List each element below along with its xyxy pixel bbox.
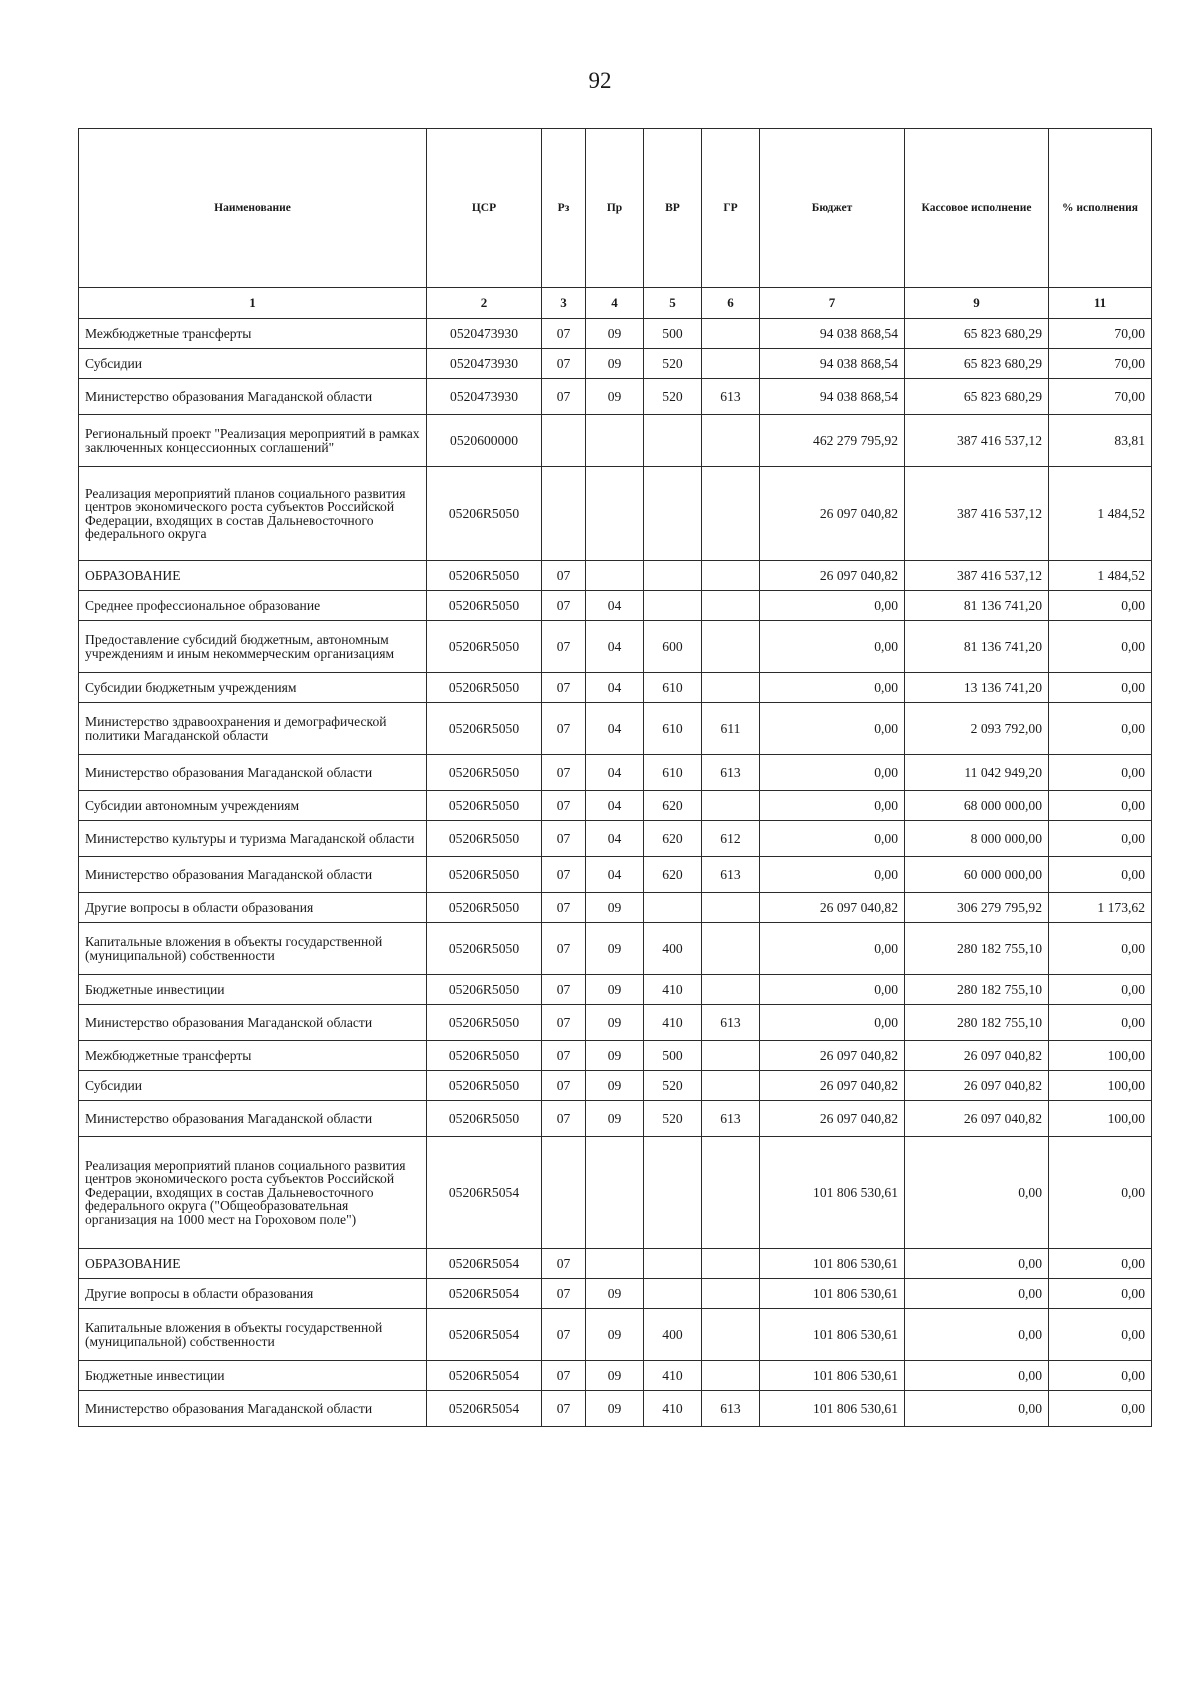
- row-csr-code: 05206R5054: [427, 1391, 542, 1427]
- row-name: Министерство культуры и туризма Магаданской области: [79, 821, 427, 857]
- row-rz: 07: [542, 1071, 586, 1101]
- row-rz: 07: [542, 1005, 586, 1041]
- budget-execution-table: [78, 128, 1152, 1427]
- row-pr: 04: [586, 703, 644, 755]
- row-csr-code: 05206R5050: [427, 791, 542, 821]
- row-pr: 04: [586, 755, 644, 791]
- header-pr: Пр: [586, 129, 644, 288]
- row-cash-execution: 8 000 000,00: [905, 821, 1049, 857]
- table-row: [79, 1137, 1152, 1249]
- row-cash-execution: 11 042 949,20: [905, 755, 1049, 791]
- row-cash-execution: 68 000 000,00: [905, 791, 1049, 821]
- row-rz: 07: [542, 1279, 586, 1309]
- header-rz: Рз: [542, 129, 586, 288]
- row-cash-execution: 65 823 680,29: [905, 349, 1049, 379]
- row-percent: 0,00: [1049, 923, 1152, 975]
- row-vr: [644, 591, 702, 621]
- row-cash-execution: 387 416 537,12: [905, 561, 1049, 591]
- row-cash-execution: 306 279 795,92: [905, 893, 1049, 923]
- row-budget: 0,00: [760, 755, 905, 791]
- row-percent: 0,00: [1049, 1279, 1152, 1309]
- row-vr: 400: [644, 1309, 702, 1361]
- row-percent: 0,00: [1049, 1005, 1152, 1041]
- row-cash-execution: 0,00: [905, 1361, 1049, 1391]
- row-gr: [702, 975, 760, 1005]
- row-name: ОБРАЗОВАНИЕ: [79, 1249, 427, 1279]
- row-budget: 0,00: [760, 975, 905, 1005]
- table-row: [79, 821, 1152, 857]
- row-cash-execution: 0,00: [905, 1137, 1049, 1249]
- row-name: Другие вопросы в области образования: [79, 1279, 427, 1309]
- row-percent: 0,00: [1049, 703, 1152, 755]
- row-budget: 26 097 040,82: [760, 561, 905, 591]
- row-csr-code: 05206R5050: [427, 673, 542, 703]
- row-name: Реализация мероприятий планов социального развития центров экономического роста субъектов Российской Федерации, входящих в состав Дальневосточного федерального округа ("Общеобразовательная организация на 1000 мест на Гороховом поле"): [79, 1137, 427, 1249]
- row-percent: 1 484,52: [1049, 467, 1152, 561]
- row-percent: 0,00: [1049, 791, 1152, 821]
- row-cash-execution: 26 097 040,82: [905, 1071, 1049, 1101]
- row-name: Субсидии: [79, 349, 427, 379]
- row-vr: 410: [644, 975, 702, 1005]
- row-rz: [542, 1137, 586, 1249]
- table-row: [79, 319, 1152, 349]
- row-name: Министерство образования Магаданской области: [79, 1005, 427, 1041]
- row-vr: [644, 1137, 702, 1249]
- row-vr: 500: [644, 1041, 702, 1071]
- row-budget: 0,00: [760, 821, 905, 857]
- row-gr: [702, 673, 760, 703]
- row-csr-code: 05206R5054: [427, 1249, 542, 1279]
- row-gr: 613: [702, 1101, 760, 1137]
- row-name: Межбюджетные трансферты: [79, 319, 427, 349]
- row-pr: 09: [586, 975, 644, 1005]
- row-pr: 09: [586, 923, 644, 975]
- row-gr: [702, 467, 760, 561]
- table-row: [79, 893, 1152, 923]
- row-name: Министерство образования Магаданской области: [79, 1101, 427, 1137]
- row-gr: [702, 349, 760, 379]
- column-number: 7: [760, 288, 905, 319]
- row-gr: 613: [702, 1005, 760, 1041]
- row-percent: 70,00: [1049, 319, 1152, 349]
- column-number-row: [79, 288, 1152, 319]
- row-budget: 101 806 530,61: [760, 1361, 905, 1391]
- row-csr-code: 05206R5050: [427, 703, 542, 755]
- row-csr-code: 05206R5054: [427, 1137, 542, 1249]
- header-percent-execution: % исполнения: [1049, 129, 1152, 288]
- row-pr: 09: [586, 1361, 644, 1391]
- row-csr-code: 05206R5050: [427, 857, 542, 893]
- row-vr: [644, 1279, 702, 1309]
- row-vr: 410: [644, 1005, 702, 1041]
- row-cash-execution: 26 097 040,82: [905, 1101, 1049, 1137]
- page-number: 92: [588, 68, 612, 93]
- row-pr: 09: [586, 1279, 644, 1309]
- row-gr: 613: [702, 379, 760, 415]
- row-csr-code: 05206R5050: [427, 755, 542, 791]
- row-budget: 0,00: [760, 591, 905, 621]
- row-percent: 100,00: [1049, 1071, 1152, 1101]
- row-cash-execution: 81 136 741,20: [905, 591, 1049, 621]
- header-row: [79, 129, 1152, 288]
- table-row: [79, 621, 1152, 673]
- row-budget: 0,00: [760, 621, 905, 673]
- table-row: [79, 1005, 1152, 1041]
- table-body: [79, 319, 1152, 1427]
- row-gr: [702, 1249, 760, 1279]
- row-vr: 520: [644, 1071, 702, 1101]
- row-pr: 09: [586, 1101, 644, 1137]
- table-row: [79, 975, 1152, 1005]
- row-gr: [702, 1361, 760, 1391]
- row-rz: 07: [542, 1309, 586, 1361]
- column-number: 9: [905, 288, 1049, 319]
- row-gr: [702, 621, 760, 673]
- row-cash-execution: 60 000 000,00: [905, 857, 1049, 893]
- row-budget: 26 097 040,82: [760, 1071, 905, 1101]
- row-cash-execution: 0,00: [905, 1279, 1049, 1309]
- table-row: [79, 591, 1152, 621]
- row-vr: [644, 467, 702, 561]
- row-rz: 07: [542, 1041, 586, 1071]
- row-name: Реализация мероприятий планов социального развития центров экономического роста субъектов Российской Федерации, входящих в состав Дальневосточного федерального округа: [79, 467, 427, 561]
- row-pr: 09: [586, 319, 644, 349]
- row-gr: [702, 561, 760, 591]
- row-budget: 26 097 040,82: [760, 893, 905, 923]
- table-row: [79, 1309, 1152, 1361]
- row-vr: 410: [644, 1361, 702, 1391]
- row-pr: 04: [586, 791, 644, 821]
- row-gr: [702, 791, 760, 821]
- row-percent: 1 173,62: [1049, 893, 1152, 923]
- row-pr: [586, 561, 644, 591]
- row-csr-code: 05206R5050: [427, 1005, 542, 1041]
- row-name: Региональный проект "Реализация мероприятий в рамках заключенных концессионных соглашений": [79, 415, 427, 467]
- row-vr: [644, 1249, 702, 1279]
- row-name: Бюджетные инвестиции: [79, 975, 427, 1005]
- row-cash-execution: 13 136 741,20: [905, 673, 1049, 703]
- row-pr: 09: [586, 1309, 644, 1361]
- row-csr-code: 05206R5054: [427, 1361, 542, 1391]
- row-name: Субсидии: [79, 1071, 427, 1101]
- table-row: [79, 467, 1152, 561]
- row-gr: [702, 893, 760, 923]
- row-percent: 0,00: [1049, 1361, 1152, 1391]
- row-budget: 26 097 040,82: [760, 1101, 905, 1137]
- row-pr: 09: [586, 1071, 644, 1101]
- row-budget: 94 038 868,54: [760, 319, 905, 349]
- row-vr: 400: [644, 923, 702, 975]
- row-csr-code: 05206R5050: [427, 561, 542, 591]
- column-number: 5: [644, 288, 702, 319]
- row-cash-execution: 280 182 755,10: [905, 975, 1049, 1005]
- row-rz: 07: [542, 975, 586, 1005]
- row-cash-execution: 280 182 755,10: [905, 1005, 1049, 1041]
- row-pr: 09: [586, 1391, 644, 1427]
- row-vr: [644, 893, 702, 923]
- row-rz: 07: [542, 923, 586, 975]
- row-budget: 0,00: [760, 673, 905, 703]
- row-gr: 611: [702, 703, 760, 755]
- row-name: Министерство здравоохранения и демографической политики Магаданской области: [79, 703, 427, 755]
- row-gr: [702, 319, 760, 349]
- row-gr: 612: [702, 821, 760, 857]
- row-percent: 1 484,52: [1049, 561, 1152, 591]
- row-gr: [702, 1309, 760, 1361]
- table-row: [79, 1041, 1152, 1071]
- row-vr: 520: [644, 349, 702, 379]
- row-rz: 07: [542, 673, 586, 703]
- row-csr-code: 05206R5050: [427, 923, 542, 975]
- table-row: [79, 1101, 1152, 1137]
- row-csr-code: 0520473930: [427, 319, 542, 349]
- row-budget: 101 806 530,61: [760, 1391, 905, 1427]
- row-rz: 07: [542, 1101, 586, 1137]
- row-rz: 07: [542, 1249, 586, 1279]
- row-pr: 04: [586, 591, 644, 621]
- row-name: Министерство образования Магаданской области: [79, 755, 427, 791]
- row-budget: 94 038 868,54: [760, 349, 905, 379]
- row-rz: 07: [542, 791, 586, 821]
- row-vr: 610: [644, 755, 702, 791]
- row-rz: 07: [542, 1361, 586, 1391]
- column-number: 4: [586, 288, 644, 319]
- row-percent: 0,00: [1049, 821, 1152, 857]
- row-gr: [702, 591, 760, 621]
- row-vr: 410: [644, 1391, 702, 1427]
- row-percent: 0,00: [1049, 755, 1152, 791]
- row-percent: 0,00: [1049, 857, 1152, 893]
- row-cash-execution: 280 182 755,10: [905, 923, 1049, 975]
- row-rz: [542, 415, 586, 467]
- row-vr: 620: [644, 791, 702, 821]
- row-csr-code: 0520600000: [427, 415, 542, 467]
- row-name: Министерство образования Магаданской области: [79, 379, 427, 415]
- row-percent: 83,81: [1049, 415, 1152, 467]
- row-budget: 0,00: [760, 857, 905, 893]
- row-rz: 07: [542, 857, 586, 893]
- row-vr: 610: [644, 673, 702, 703]
- row-name: Капитальные вложения в объекты государственной (муниципальной) собственности: [79, 1309, 427, 1361]
- row-budget: 101 806 530,61: [760, 1137, 905, 1249]
- column-number: 2: [427, 288, 542, 319]
- row-gr: [702, 923, 760, 975]
- header-gr: ГР: [702, 129, 760, 288]
- row-name: Субсидии автономным учреждениям: [79, 791, 427, 821]
- row-percent: 70,00: [1049, 349, 1152, 379]
- table-row: [79, 1279, 1152, 1309]
- row-percent: 100,00: [1049, 1101, 1152, 1137]
- row-cash-execution: 0,00: [905, 1391, 1049, 1427]
- row-cash-execution: 2 093 792,00: [905, 703, 1049, 755]
- row-rz: 07: [542, 821, 586, 857]
- row-csr-code: 05206R5054: [427, 1279, 542, 1309]
- table-row: [79, 349, 1152, 379]
- row-pr: [586, 415, 644, 467]
- row-vr: 520: [644, 379, 702, 415]
- row-vr: 610: [644, 703, 702, 755]
- row-vr: 600: [644, 621, 702, 673]
- row-pr: 09: [586, 1005, 644, 1041]
- column-number: 1: [79, 288, 427, 319]
- table-row: [79, 923, 1152, 975]
- header-budget: Бюджет: [760, 129, 905, 288]
- row-name: Министерство образования Магаданской области: [79, 1391, 427, 1427]
- row-csr-code: 05206R5050: [427, 591, 542, 621]
- table-row: [79, 1361, 1152, 1391]
- column-number: 6: [702, 288, 760, 319]
- row-pr: [586, 467, 644, 561]
- row-gr: [702, 1137, 760, 1249]
- table-row: [79, 1071, 1152, 1101]
- row-name: Министерство образования Магаданской области: [79, 857, 427, 893]
- row-pr: [586, 1137, 644, 1249]
- row-csr-code: 05206R5050: [427, 467, 542, 561]
- row-cash-execution: 387 416 537,12: [905, 467, 1049, 561]
- row-rz: 07: [542, 349, 586, 379]
- row-name: ОБРАЗОВАНИЕ: [79, 561, 427, 591]
- row-vr: 620: [644, 821, 702, 857]
- row-pr: 04: [586, 821, 644, 857]
- row-cash-execution: 387 416 537,12: [905, 415, 1049, 467]
- row-rz: [542, 467, 586, 561]
- row-percent: 70,00: [1049, 379, 1152, 415]
- row-csr-code: 0520473930: [427, 349, 542, 379]
- row-budget: 0,00: [760, 923, 905, 975]
- row-csr-code: 05206R5050: [427, 893, 542, 923]
- row-percent: 0,00: [1049, 1137, 1152, 1249]
- row-rz: 07: [542, 755, 586, 791]
- row-budget: 26 097 040,82: [760, 467, 905, 561]
- column-number: 3: [542, 288, 586, 319]
- row-pr: 04: [586, 621, 644, 673]
- table-row: [79, 561, 1152, 591]
- row-percent: 0,00: [1049, 673, 1152, 703]
- column-number: 11: [1049, 288, 1152, 319]
- row-gr: [702, 1279, 760, 1309]
- row-percent: 0,00: [1049, 1309, 1152, 1361]
- row-budget: 101 806 530,61: [760, 1309, 905, 1361]
- row-percent: 0,00: [1049, 1391, 1152, 1427]
- row-rz: 07: [542, 379, 586, 415]
- row-rz: 07: [542, 893, 586, 923]
- row-budget: 94 038 868,54: [760, 379, 905, 415]
- row-vr: [644, 415, 702, 467]
- table-row: [79, 379, 1152, 415]
- row-cash-execution: 0,00: [905, 1309, 1049, 1361]
- row-gr: 613: [702, 857, 760, 893]
- row-cash-execution: 81 136 741,20: [905, 621, 1049, 673]
- row-rz: 07: [542, 621, 586, 673]
- row-rz: 07: [542, 703, 586, 755]
- row-budget: 0,00: [760, 703, 905, 755]
- table-row: [79, 673, 1152, 703]
- row-percent: 100,00: [1049, 1041, 1152, 1071]
- row-gr: 613: [702, 755, 760, 791]
- row-name: Предоставление субсидий бюджетным, автономным учреждениям и иным некоммерческим организациям: [79, 621, 427, 673]
- row-pr: 09: [586, 893, 644, 923]
- row-gr: [702, 1071, 760, 1101]
- row-csr-code: 05206R5050: [427, 821, 542, 857]
- row-name: Субсидии бюджетным учреждениям: [79, 673, 427, 703]
- header-name: Наименование: [79, 129, 427, 288]
- row-budget: 101 806 530,61: [760, 1249, 905, 1279]
- row-rz: 07: [542, 591, 586, 621]
- table-row: [79, 1249, 1152, 1279]
- table-row: [79, 857, 1152, 893]
- row-vr: 500: [644, 319, 702, 349]
- row-pr: 09: [586, 1041, 644, 1071]
- row-percent: 0,00: [1049, 1249, 1152, 1279]
- row-pr: 09: [586, 379, 644, 415]
- row-gr: [702, 415, 760, 467]
- table-row: [79, 1391, 1152, 1427]
- row-rz: 07: [542, 561, 586, 591]
- row-csr-code: 0520473930: [427, 379, 542, 415]
- row-csr-code: 05206R5050: [427, 1101, 542, 1137]
- row-percent: 0,00: [1049, 621, 1152, 673]
- table-row: [79, 755, 1152, 791]
- table-row: [79, 791, 1152, 821]
- table-row: [79, 703, 1152, 755]
- row-csr-code: 05206R5050: [427, 1071, 542, 1101]
- row-name: Другие вопросы в области образования: [79, 893, 427, 923]
- header-cash-execution: Кассовое исполнение: [905, 129, 1049, 288]
- row-name: Межбюджетные трансферты: [79, 1041, 427, 1071]
- row-cash-execution: 0,00: [905, 1249, 1049, 1279]
- row-csr-code: 05206R5050: [427, 1041, 542, 1071]
- row-csr-code: 05206R5054: [427, 1309, 542, 1361]
- row-budget: 26 097 040,82: [760, 1041, 905, 1071]
- row-budget: 101 806 530,61: [760, 1279, 905, 1309]
- row-vr: 620: [644, 857, 702, 893]
- row-name: Среднее профессиональное образование: [79, 591, 427, 621]
- row-name: Капитальные вложения в объекты государственной (муниципальной) собственности: [79, 923, 427, 975]
- row-budget: 462 279 795,92: [760, 415, 905, 467]
- row-cash-execution: 26 097 040,82: [905, 1041, 1049, 1071]
- row-cash-execution: 65 823 680,29: [905, 379, 1049, 415]
- row-vr: [644, 561, 702, 591]
- row-rz: 07: [542, 319, 586, 349]
- row-pr: 04: [586, 857, 644, 893]
- row-csr-code: 05206R5050: [427, 975, 542, 1005]
- row-cash-execution: 65 823 680,29: [905, 319, 1049, 349]
- row-csr-code: 05206R5050: [427, 621, 542, 673]
- row-pr: 09: [586, 349, 644, 379]
- row-gr: 613: [702, 1391, 760, 1427]
- header-csr: ЦСР: [427, 129, 542, 288]
- row-pr: [586, 1249, 644, 1279]
- table-row: [79, 415, 1152, 467]
- row-gr: [702, 1041, 760, 1071]
- row-percent: 0,00: [1049, 591, 1152, 621]
- row-rz: 07: [542, 1391, 586, 1427]
- row-percent: 0,00: [1049, 975, 1152, 1005]
- row-name: Бюджетные инвестиции: [79, 1361, 427, 1391]
- row-vr: 520: [644, 1101, 702, 1137]
- row-budget: 0,00: [760, 1005, 905, 1041]
- header-vr: ВР: [644, 129, 702, 288]
- row-budget: 0,00: [760, 791, 905, 821]
- row-pr: 04: [586, 673, 644, 703]
